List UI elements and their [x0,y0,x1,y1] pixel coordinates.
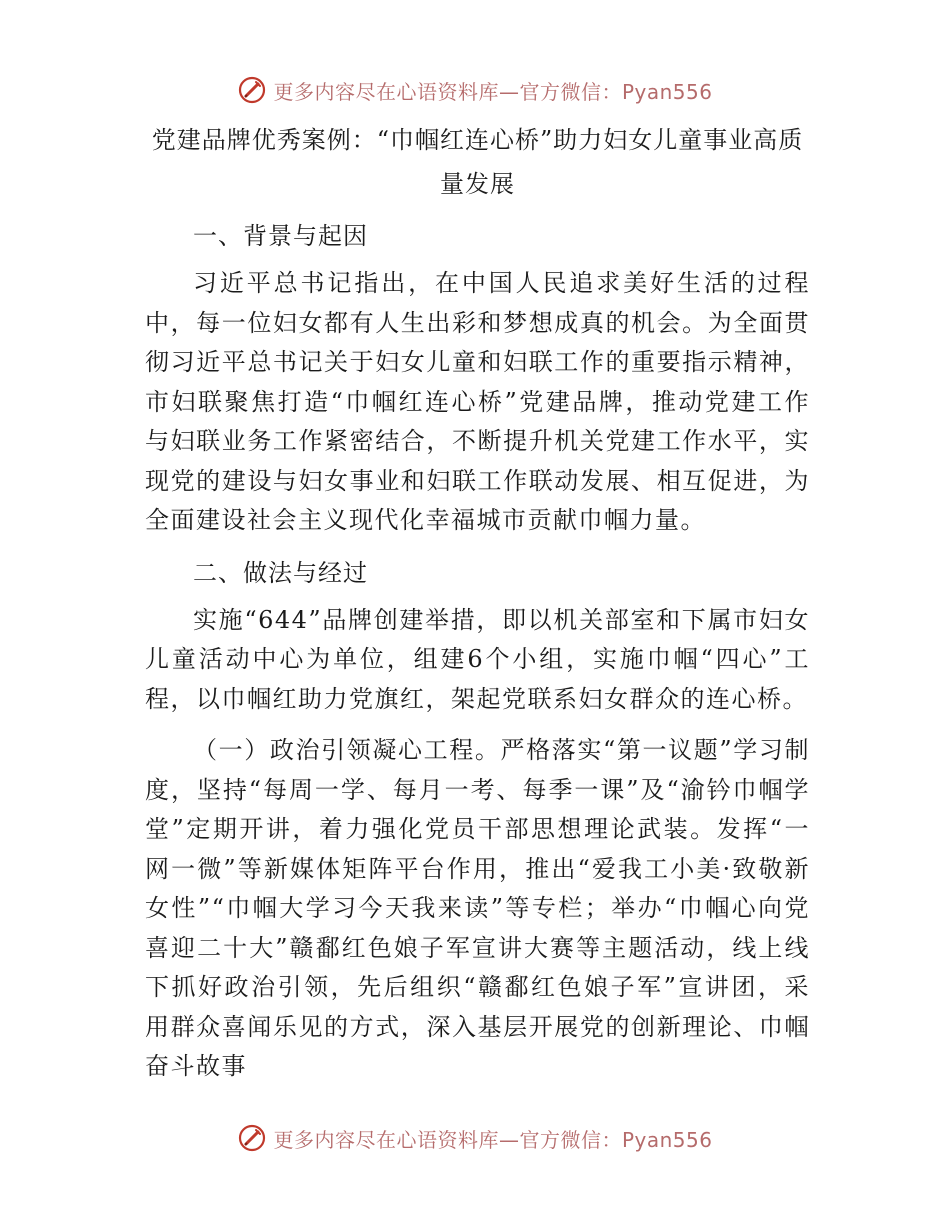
red-pen-logo-icon [237,75,267,105]
section-2-heading: 二、做法与经过 [193,558,368,587]
section-1-heading: 一、背景与起因 [193,222,368,250]
watermark-text: 更多内容尽在心语资料库—官方微信：Pyan556 [273,1127,713,1152]
section-1-paragraph: 习近平总书记指出，在中国人民追求美好生活的过程中，每一位妇女都有人生出彩和梦想成真的机会。为全面贯彻习近平总书记关于妇女儿童和妇联工作的重要指示精神，市妇联聚焦打造“巾帼红连心桥”党建品牌，推动党建工作与妇联业务工作紧密结合，不断提升机关党建工作水平，实现党的建设与妇女事业和妇联工作联动发展、相互促进，为全面建设社会主义现代化幸福城市贡献巾帼力量。 [145,269,810,534]
watermark-header [0,70,950,110]
title-line-2: 量发展 [440,170,515,198]
section-2-paragraph-1: 实施“644”品牌创建举措，即以机关部室和下属市妇女儿童活动中心为单位，组建6个小组，实施巾帼“四心”工程，以巾帼红助力党旗红，架起党联系妇女群众的连心桥。 [145,605,810,713]
watermark-footer [0,1118,950,1158]
document-body [145,118,810,1099]
red-pen-logo-icon [237,1123,267,1153]
title-line-1: 党建品牌优秀案例：“巾帼红连心桥”助力妇女儿童事业高质 [151,126,804,154]
watermark-text: 更多内容尽在心语资料库—官方微信：Pyan556 [273,79,713,104]
section-2-paragraph-2: （一）政治引领凝心工程。严格落实“第一议题”学习制度，坚持“每周一学、每月一考、每季一课”及“渝钤巾帼学堂”定期开讲，着力强化党员干部思想理论武装。发挥“一网一微”等新媒体矩阵平台作用，推出“爱我工小美·致敬新女性”“巾帼大学习今天我来读”等专栏；举办“巾帼心向党喜迎二十大”赣鄱红色娘子军宣讲大赛等主题活动，线上线下抓好政治引领，先后组织“赣鄱红色娘子军”宣讲团，采用群众喜闻乐见的方式，深入基层开展党的创新理论、巾帼奋斗故事 [145,736,810,1080]
document-title [145,118,810,206]
